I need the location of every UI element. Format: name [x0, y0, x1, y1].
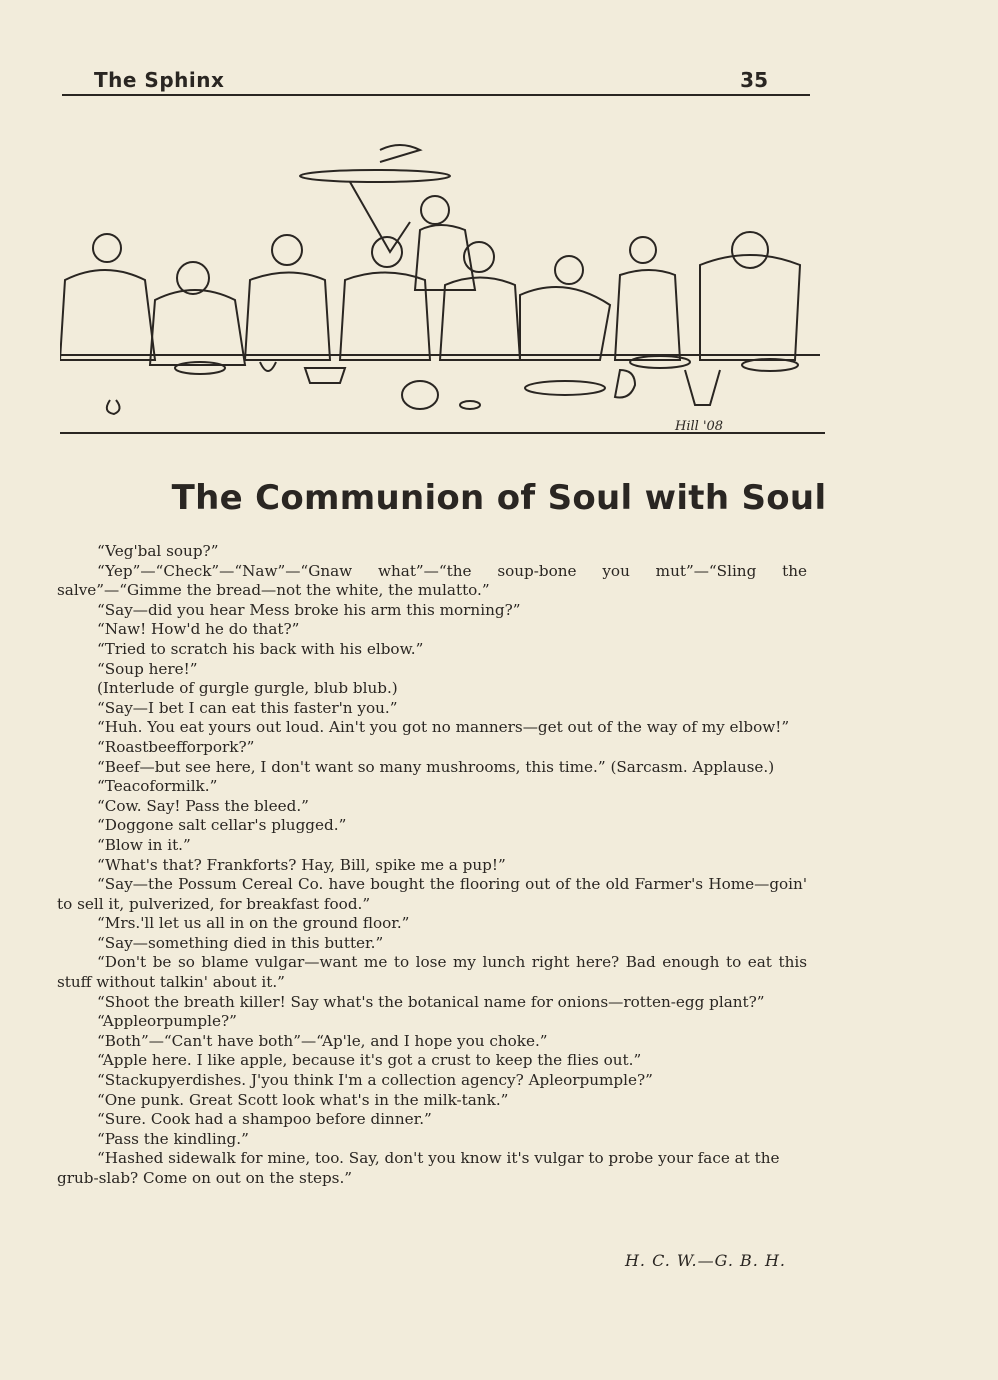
article-body: [57, 542, 807, 1189]
dialogue-line: “Huh. You eat yours out loud. Ain't you got no manners—get out of the way of my elbow!”: [97, 718, 790, 737]
dialogue-line: “What's that? Frankforts? Hay, Bill, spike me a pup!”: [97, 855, 506, 874]
dialogue-line: “Say—something died in this butter.”: [97, 933, 384, 952]
dialogue-line: “Apple here. I like apple, because it's got a crust to keep the flies out.”: [97, 1051, 642, 1070]
dialogue-line: “Veg'bal soup?”: [97, 542, 219, 560]
dialogue-line: “Blow in it.”: [97, 835, 191, 854]
artist-signature: Hill '08: [675, 419, 724, 434]
dialogue-line: “Both”—“Can't have both”—“Ap'le, and I hope you choke.”: [97, 1031, 548, 1050]
dialogue-line: “Say—I bet I can eat this faster'n you.”: [97, 698, 398, 717]
dialogue-line: “Teacoformilk.”: [97, 777, 218, 796]
dialogue-line: “Say—the Possum Cereal Co. have bought the flooring out of the old Farmer's Home—goin' to sell it, pulverized, for breakfast food.”: [57, 875, 807, 913]
dialogue-line: “Stackupyerdishes. J'you think I'm a collection agency? Apleorpumple?”: [97, 1071, 653, 1090]
dialogue-line: “One punk. Great Scott look what's in the milk-tank.”: [97, 1090, 509, 1109]
page-header: [62, 64, 810, 96]
dialogue-line: “Cow. Say! Pass the bleed.”: [97, 796, 309, 815]
dialogue-line: “Yep”—“Check”—“Naw”—“Gnaw what”—“the soup-bone you mut”—“Sling the salve”—“Gimme the bread—not the white, the mulatto.”: [57, 561, 807, 600]
dialogue-line: “Say—did you hear Mess broke his arm this morning?”: [97, 600, 521, 619]
article-title: The Communion of Soul with Soul: [171, 478, 827, 518]
dialogue-line: “Appleorpumple?”: [97, 1012, 237, 1031]
page-number: 35: [740, 68, 768, 92]
dialogue-line: “Tried to scratch his back with his elbow.”: [97, 639, 424, 658]
dialogue-line: “Don't be so blame vulgar—want me to lose my lunch right here? Bad enough to eat this stuff without talkin' about it.”: [57, 953, 807, 992]
dining-table-illustration: [60, 130, 830, 440]
dialogue-line: “Roastbeefforpork?”: [97, 737, 255, 756]
running-title: The Sphinx: [94, 68, 225, 92]
author-signature: H. C. W.—G. B. H.: [624, 1251, 786, 1270]
dialogue-line: “Hashed sidewalk for mine, too. Say, don't you know it's vulgar to probe your face at the grub-slab? Come on out on the steps.”: [57, 1149, 780, 1187]
dialogue-line: “Soup here!”: [97, 659, 198, 678]
dialogue-line: “Beef—but see here, I don't want so many mushrooms, this time.” (Sarcasm. Applause.): [97, 757, 775, 776]
dialogue-line: (Interlude of gurgle gurgle, blub blub.): [97, 679, 398, 698]
dialogue-line: “Doggone salt cellar's plugged.”: [97, 816, 347, 835]
dialogue-line: “Mrs.'ll let us all in on the ground floor.”: [97, 914, 410, 933]
dialogue-line: “Pass the kindling.”: [97, 1129, 249, 1148]
dialogue-line: “Shoot the breath killer! Say what's the botanical name for onions—rotten-egg plant?”: [97, 992, 765, 1011]
dialogue-line: “Naw! How'd he do that?”: [97, 620, 300, 639]
dialogue-line: “Sure. Cook had a shampoo before dinner.”: [97, 1110, 432, 1129]
